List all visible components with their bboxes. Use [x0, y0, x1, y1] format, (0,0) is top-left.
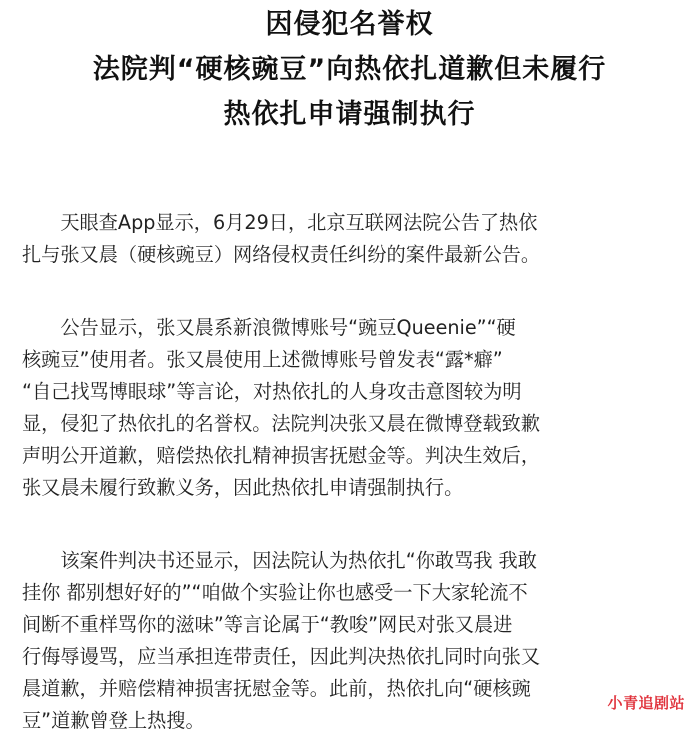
paragraph-line: 天眼查App显示，6月29日，北京互联网法院公告了热依	[22, 211, 538, 234]
paragraph-2	[22, 312, 678, 504]
paragraph-line: 豆”道歉曾登上热搜。	[22, 709, 205, 732]
paragraph-line: 核豌豆”使用者。张又晨使用上述微博账号曾发表“露*癖”	[22, 348, 503, 371]
paragraph-line: 张又晨未履行致歉义务，因此热依扎申请强制执行。	[22, 476, 464, 499]
article-headline	[0, 2, 699, 137]
paragraph-line: 晨道歉，并赔偿精神损害抚慰金等。此前，热依扎向“硬核豌	[22, 677, 531, 700]
paragraph-3	[22, 545, 678, 737]
paragraph-line: 公告显示，张又晨系新浪微博账号“豌豆Queenie”“硬	[22, 316, 516, 339]
paragraph-line: 挂你 都别想好好的”“咱做个实验让你也感受一下大家轮流不	[22, 581, 528, 604]
watermark-text: 小青追剧站	[607, 694, 685, 712]
paragraph-line: 声明公开道歉，赔偿热依扎精神损害抚慰金等。判决生效后，	[22, 444, 541, 467]
headline-line-1: 因侵犯名誉权	[265, 9, 434, 40]
paragraph-line: 行侮辱谩骂，应当承担连带责任，因此判决热依扎同时向张又	[22, 645, 541, 668]
headline-line-3: 热依扎申请强制执行	[223, 99, 476, 130]
paragraph-line: 扎与张又晨（硬核豌豆）网络侵权责任纠纷的案件最新公告。	[22, 243, 541, 266]
headline-line-2: 法院判“硬核豌豆”向热依扎道歉但未履行	[92, 54, 607, 85]
paragraph-line: 间断不重样骂你的滋味”等言论属于“教唆”网民对张又晨进	[22, 613, 513, 636]
paragraph-line: “自己找骂博眼球”等言论，对热依扎的人身攻击意图较为明	[22, 380, 522, 403]
paragraph-line: 该案件判决书还显示，因法院认为热依扎“你敢骂我 我敢	[22, 549, 537, 572]
paragraph-line: 显，侵犯了热依扎的名誉权。法院判决张又晨在微博登载致歉	[22, 412, 541, 435]
paragraph-1	[22, 207, 678, 271]
